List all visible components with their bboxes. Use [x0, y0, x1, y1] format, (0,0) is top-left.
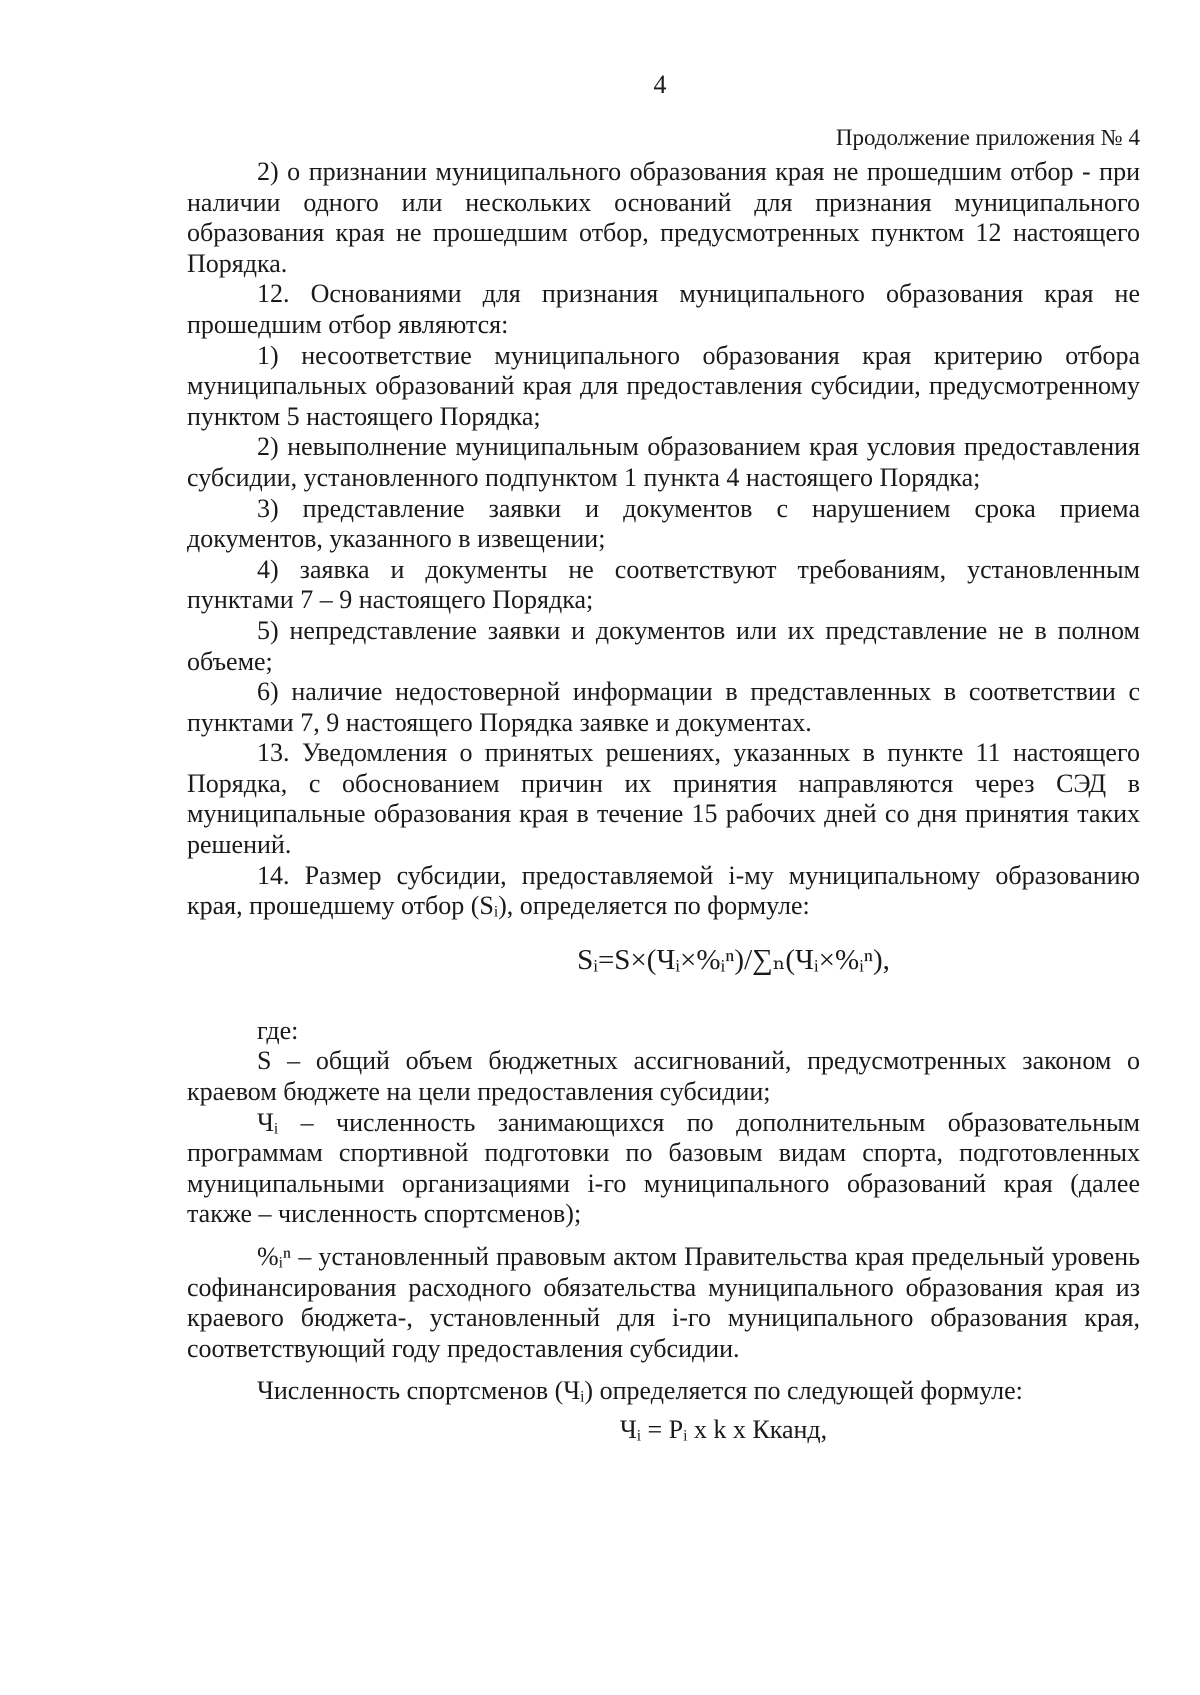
where-label: где:	[257, 1015, 299, 1045]
paragraph: 1) несоответствие муниципального образования края критерию отбора муниципальных образований края для предоставления субсидии, предусмотренному пунктом 5 настоящего Порядка;	[187, 340, 1140, 431]
paragraph: 14. Размер субсидии, предоставляемой i-му муниципальному образованию края, прошедшему отбор (Sᵢ), определяется по формуле:	[187, 860, 1140, 921]
athletes-formula: Чᵢ = Рᵢ x k x Ккан‌д,	[619, 1414, 828, 1444]
paragraph: 12. Основаниями для признания муниципального образования края не прошедшим отбор являются:	[187, 279, 1140, 339]
spacer	[187, 1230, 1140, 1242]
paragraph: 2) о признании муниципального образования края не прошедшим отбор - при наличии одного или нескольких оснований для признания муниципального образования края не прошедшим отбор, предусмотренных пунктом 12 настоящего Порядка.	[187, 157, 1140, 278]
definition-item: Чᵢ – численность занимающихся по дополнительным образовательным программам спортивной подготовки по базовым видам спорта, подготовленных муниципальными организациями i-го муниципального образований края (далее также – численность спортсменов);	[187, 1107, 1140, 1229]
paragraph: 4) заявка и документы не соответствуют требованиям, установленным пунктами 7 – 9 настоящего Порядка;	[187, 554, 1140, 615]
paragraph: 6) наличие недостоверной информации в представленных в соответствии с пунктами 7, 9 настоящего Порядка заявке и документах.	[187, 677, 1140, 737]
definition-item: S – общий объем бюджетных ассигнований, предусмотренных законом о краевом бюджете на цели предоставления субсидии;	[187, 1046, 1140, 1107]
paragraph: 2) невыполнение муниципальным образованием края условия предоставления субсидии, установленного подпунктом 1 пункта 4 настоящего Порядка;	[187, 432, 1140, 492]
page-number: 4	[653, 70, 667, 99]
spacer	[187, 1364, 1140, 1376]
paragraph: 13. Уведомления о принятых решениях, указанных в пункте 11 настоящего Порядка, с обоснованием причин их принятия направляются через СЭД в муниципальные образования края в течение 15 рабочих дней со дня принятия таких решений.	[187, 738, 1140, 860]
subsidy-formula: Sᵢ=S×(Чᵢ×%ᵢⁿ)/∑ₙ(Чᵢ×%ᵢⁿ),	[577, 943, 890, 976]
document-body	[187, 157, 1140, 1446]
continuation-label: Продолжение приложения № 4	[835, 125, 1140, 150]
definition-item: %ᵢⁿ – установленный правовым актом Правительства края предельный уровень софинансирования расходного обязательства муниципального образования края из краевого бюджета-, установленный для i-го муниципального образования края, соответствующий году предоставления субсидии.	[187, 1242, 1140, 1363]
paragraph: 5) непредставление заявки и документов или их представление не в полном объеме;	[187, 615, 1140, 676]
formula-intro: Численность спортсменов (Чᵢ) определяется по следующей формуле:	[257, 1376, 1023, 1406]
paragraph: 3) представление заявки и документов с нарушением срока приема документов, указанного в извещении;	[187, 493, 1140, 554]
